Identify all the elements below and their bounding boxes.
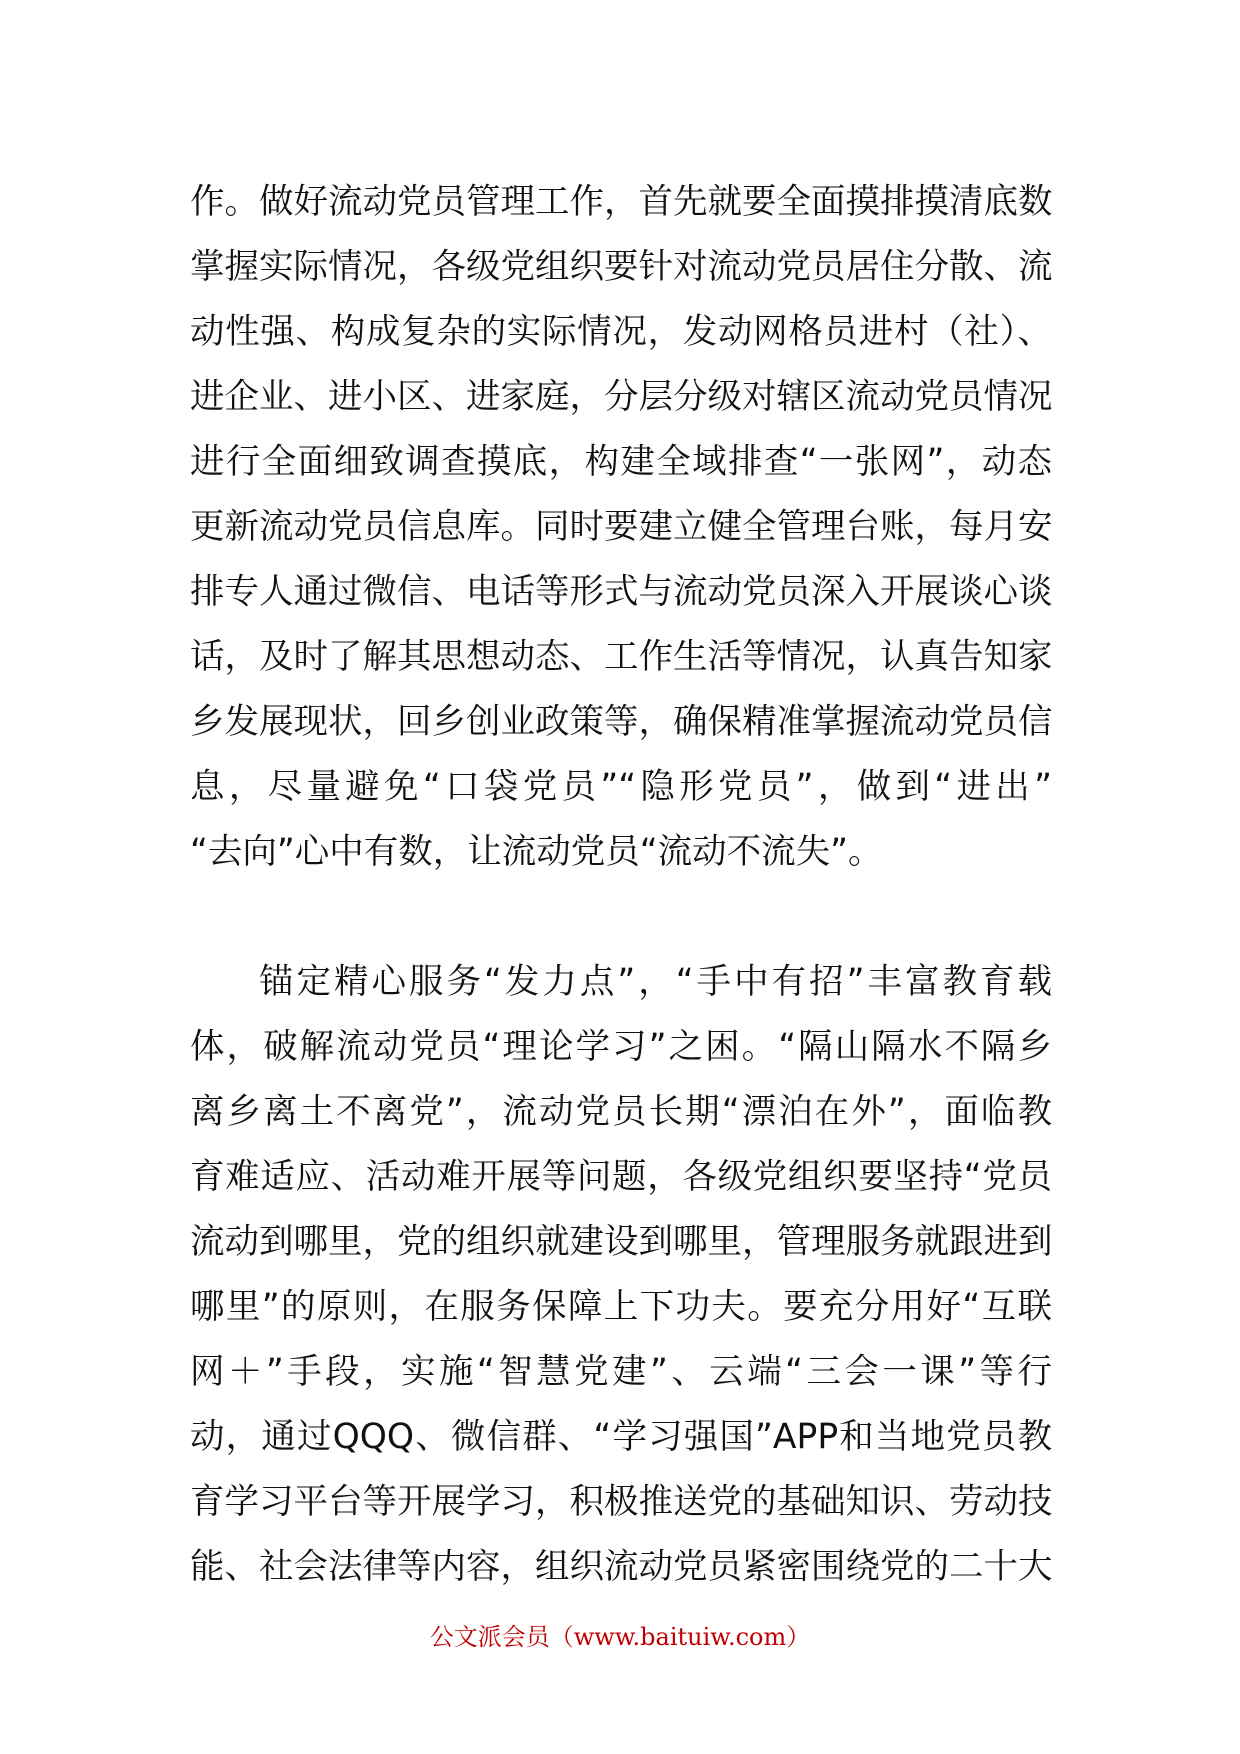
- text-line: 育难适应、活动难开展等问题，各级党组织要坚持“党员: [190, 1157, 1052, 1197]
- text-line: 进行全面细致调查摸底，构建全域排查“一张网”，动态: [190, 442, 1052, 482]
- text-line: 体，破解流动党员“理论学习”之困。“隔山隔水不隔乡: [190, 1027, 1052, 1067]
- text-line: 排专人通过微信、电话等形式与流动党员深入开展谈心谈: [190, 572, 1053, 612]
- text-line: 作。做好流动党员管理工作，首先就要全面摸排摸清底数: [190, 182, 1053, 222]
- text-line: 动性强、构成复杂的实际情况，发动网格员进村（社）、: [190, 312, 1052, 352]
- text-line: “去向”心中有数，让流动党员“流动不流失”。: [190, 832, 883, 872]
- text-line: 育学习平台等开展学习，积极推送党的基础知识、劳动技: [190, 1482, 1053, 1522]
- paragraph-spacer: [190, 885, 1052, 950]
- document-body: [190, 170, 1052, 1600]
- paragraph: [190, 950, 1052, 1600]
- text-line: 哪里”的原则，在服务保障上下功夫。要充分用好“互联: [190, 1287, 1052, 1327]
- text-line: 锚定精心服务“发力点”，“手中有招”丰富教育载: [259, 962, 1052, 1002]
- text-line: 流动到哪里，党的组织就建设到哪里，管理服务就跟进到: [190, 1222, 1053, 1262]
- text-line: 能、社会法律等内容，组织流动党员紧密围绕党的二十大: [190, 1547, 1053, 1587]
- text-line: 话，及时了解其思想动态、工作生活等情况，认真告知家: [190, 637, 1053, 677]
- text-line: 离乡离土不离党”，流动党员长期“漂泊在外”，面临教: [190, 1092, 1052, 1132]
- text-line: 更新流动党员信息库。同时要建立健全管理台账，每月安: [190, 507, 1053, 547]
- footer-watermark: 公文派会员（www.baituiw.com）: [429, 1623, 811, 1651]
- text-line: 网＋”手段，实施“智慧党建”、云端“三会一课”等行: [190, 1352, 1052, 1392]
- text-line: 掌握实际情况，各级党组织要针对流动党员居住分散、流: [190, 247, 1053, 287]
- text-line: 进企业、进小区、进家庭，分层分级对辖区流动党员情况: [190, 377, 1053, 417]
- text-line: 息，尽量避免“口袋党员”“隐形党员”，做到“进出”: [190, 767, 1052, 807]
- text-line: 动，通过QQQ、微信群、“学习强国”APP和当地党员教: [190, 1417, 1052, 1457]
- paragraph: [190, 170, 1052, 885]
- text-line: 乡发展现状，回乡创业政策等，确保精准掌握流动党员信: [190, 702, 1053, 742]
